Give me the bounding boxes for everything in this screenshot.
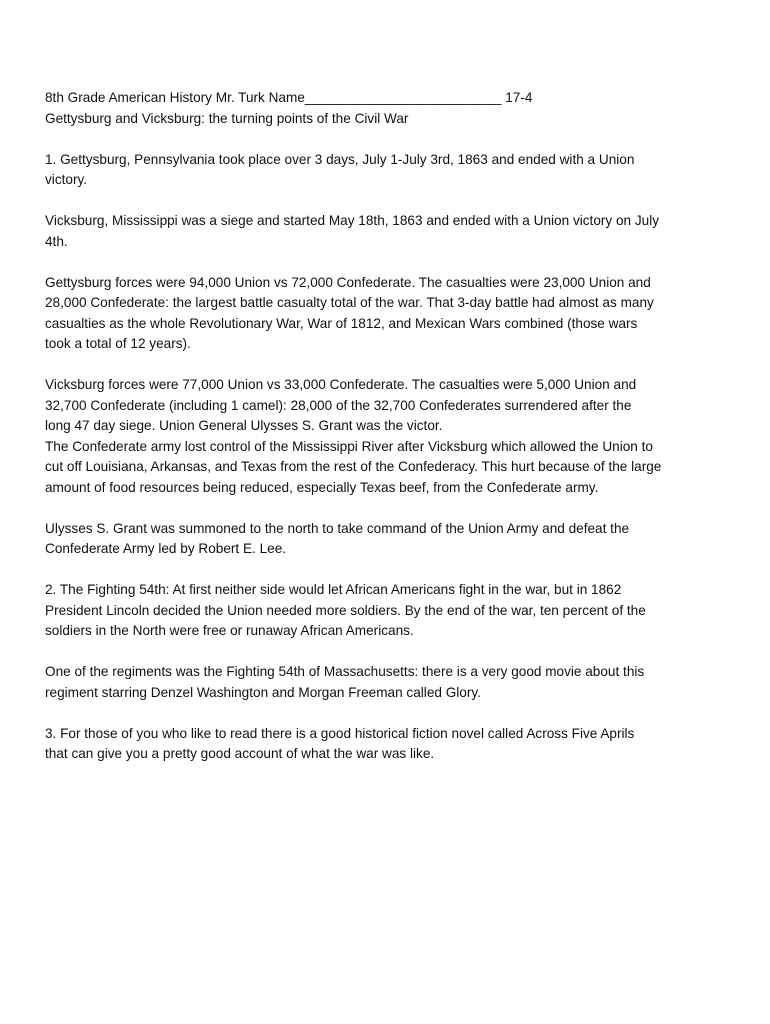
paragraph-line: 1. Gettysburg, Pennsylvania took place over 3 days, July 1-July 3rd, 1863 and ended with a Union bbox=[45, 151, 635, 167]
paragraph-line: 32,700 Confederate (including 1 camel): 28,000 of the 32,700 Confederates surrendered after the bbox=[45, 397, 632, 413]
paragraph-line: regiment starring Denzel Washington and Morgan Freeman called Glory. bbox=[45, 684, 481, 700]
paragraph-line: victory. bbox=[45, 172, 88, 187]
document-title: Gettysburg and Vicksburg: the turning points of the Civil War bbox=[45, 110, 409, 126]
paragraph-line: soldiers in the North were free or runaway African Americans. bbox=[45, 623, 414, 638]
paragraph-line: 28,000 Confederate: the largest battle casualty total of the war. That 3-day battle had almost as many bbox=[45, 295, 654, 310]
paragraph bbox=[45, 580, 735, 642]
paragraph-line: The Confederate army lost control of the Mississippi River after Vicksburg which allowed the Union to bbox=[45, 438, 653, 454]
paragraph bbox=[45, 273, 735, 355]
document-body bbox=[45, 150, 735, 765]
paragraph bbox=[45, 519, 735, 560]
paragraph-line: 2. The Fighting 54th: At first neither side would let African Americans fight in the war, but in 1862 bbox=[45, 582, 622, 597]
paragraph bbox=[45, 375, 735, 498]
paragraph-line: Vicksburg, Mississippi was a siege and started May 18th, 1863 and ended with a Union victory on July bbox=[45, 213, 660, 228]
paragraph-line: cut off Louisiana, Arkansas, and Texas from the rest of the Confederacy. This hurt because of the large bbox=[45, 459, 662, 474]
header-course-line: 8th Grade American History Mr. Turk Name__________________________ 17-4 bbox=[45, 90, 533, 105]
paragraph-line: long 47 day siege. Union General Ulysses S. Grant was the victor. bbox=[45, 418, 443, 433]
paragraph bbox=[45, 724, 735, 765]
paragraph-line: Confederate Army led by Robert E. Lee. bbox=[45, 541, 287, 556]
paragraph-line: amount of food resources being reduced, especially Texas beef, from the Confederate army. bbox=[45, 479, 599, 495]
paragraph bbox=[45, 662, 735, 703]
paragraph-line: Ulysses S. Grant was summoned to the north to take command of the Union Army and defeat the bbox=[45, 520, 630, 536]
paragraph-line: 3. For those of you who like to read there is a good historical fiction novel called Across Five Aprils bbox=[45, 725, 635, 741]
paragraph-line: Gettysburg forces were 94,000 Union vs 72,000 Confederate. The casualties were 23,000 Union and bbox=[45, 274, 651, 290]
paragraph-line: One of the regiments was the Fighting 54th of Massachusetts: there is a very good movie about this bbox=[45, 664, 645, 679]
document-header bbox=[45, 88, 735, 129]
paragraph-line: took a total of 12 years). bbox=[45, 336, 191, 351]
paragraph bbox=[45, 211, 735, 252]
paragraph-line: that can give you a pretty good account of what the war was like. bbox=[45, 746, 435, 761]
paragraph-line: casualties as the whole Revolutionary War, War of 1812, and Mexican Wars combined (those wars bbox=[45, 315, 638, 331]
paragraph-line: 4th. bbox=[45, 233, 68, 249]
paragraph bbox=[45, 150, 735, 191]
paragraph-line: President Lincoln decided the Union needed more soldiers. By the end of the war, ten percent of the bbox=[45, 602, 646, 618]
document-page bbox=[45, 88, 735, 765]
paragraph-line: Vicksburg forces were 77,000 Union vs 33,000 Confederate. The casualties were 5,000 Union and bbox=[45, 377, 637, 392]
